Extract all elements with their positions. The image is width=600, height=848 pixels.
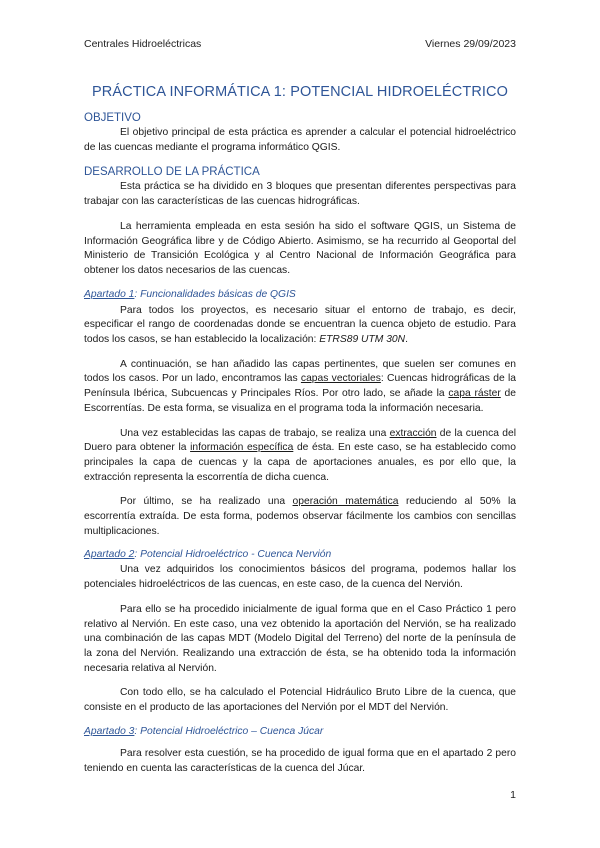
heading-desarrollo: DESARROLLO DE LA PRÁCTICA xyxy=(84,166,260,179)
paragraph-apartado-2-3: Con todo ello, se ha calculado el Potencial Hidráulico Bruto Libre de la cuenca, que consiste en el producto de las aportaciones del Nervión por el MDT del Nervión. xyxy=(84,687,516,714)
header-date: Viernes 29/09/2023 xyxy=(425,38,516,50)
apartado-1-title: : Funcionalidades básicas de QGIS xyxy=(134,288,296,300)
apartado-3-title: : Potencial Hidroeléctrico – Cuenca Júcar xyxy=(134,725,324,737)
document-title: PRÁCTICA INFORMÁTICA 1: POTENCIAL HIDROELÉCTRICO xyxy=(92,84,508,100)
subheading-apartado-2 xyxy=(84,547,516,562)
text-run: de ésta. En este caso, se ha establecido como principales la capa de cuencas y la capa de aportaciones anuales, es por ello que, la extracción representa la escorrentía de dicha cuenca. xyxy=(84,442,516,483)
paragraph-apartado-2-1: Una vez adquiridos los conocimientos básicos del programa, podemos hallar los potenciales hidroeléctricos de las cuencas, en este caso, de la cuenca del Nervión. xyxy=(84,564,516,591)
page-number: 1 xyxy=(510,789,516,801)
apartado-2-title: : Potencial Hidroeléctrico - Cuenca Nervión xyxy=(134,549,332,561)
heading-objetivo: OBJETIVO xyxy=(84,112,141,124)
text-run: Para todos los proyectos, es necesario situar el entorno de trabajo, es decir, especificar el rango de coordenadas donde se encuentran la cuenca objeto de estudio. Para todos los casos, se han establecido la localización: xyxy=(84,304,516,346)
subheading-apartado-1 xyxy=(84,287,516,302)
coordinate-system: ETRS89 UTM 30N xyxy=(319,334,406,346)
paragraph-objetivo: El objetivo principal de esta práctica es aprender a calcular el potencial hidroeléctrico de las cuencas mediante el programa informático QGIS. xyxy=(84,127,516,153)
paragraph-desarrollo-1: Esta práctica se ha dividido en 3 bloques que presentan diferentes perspectivas para trabajar con las características de las cuencas hidrográficas. xyxy=(84,181,516,208)
text-run: reduciendo al 50% la escorrentía extraída. De esta forma, podemos observar fácilmente los cambios con sencillas multiplicaciones. xyxy=(84,496,516,537)
paragraph-apartado-3-1: Para resolver esta cuestión, se ha procedido de igual forma que en el apartado 2 pero teniendo en cuenta las características de la cuenca del Júcar. xyxy=(84,747,516,774)
apartado-2-label: Apartado 2 xyxy=(84,549,135,561)
apartado-1-label: Apartado 1 xyxy=(84,288,135,300)
text-run: de la cuenca del Duero para obtener la xyxy=(84,427,517,454)
paragraph-apartado-2-2: Para ello se ha procedido inicialmente de igual forma que en el Caso Práctico 1 pero relativo al Nervión. En este caso, una vez obtenido la aportación del Nervión, se ha realizado una combinación de las capas MDT (Modelo Digital del Terreno) del norte de la península de la zona del Nervión. Realizando una extracción de ésta, se ha obtenido toda la información necesaria relativa al Nervión. xyxy=(84,603,516,674)
text-run: A continuación, se han añadido las capas pertinentes, que suelen ser comunes en todos los casos. Por un lado, encontramos las xyxy=(84,358,516,385)
paragraph-apartado-1-2 xyxy=(84,358,516,417)
paragraph-apartado-1-3 xyxy=(84,427,516,486)
term-informacion-especifica: información específica xyxy=(190,442,294,454)
subheading-apartado-3 xyxy=(84,724,516,739)
term-capas-vectoriales: capas vectoriales xyxy=(300,373,381,385)
text-run: Una vez establecidas las capas de trabajo, se realiza una xyxy=(120,427,390,439)
page-header xyxy=(84,38,516,50)
text-run: : Cuencas hidrográficas de la Península Ibérica, Subcuencas y Principales Ríos. Por otro lado, se añade la xyxy=(84,373,516,400)
paragraph-apartado-1-4 xyxy=(84,495,516,539)
term-extraccion: extracción xyxy=(389,427,437,439)
text-run: de Escorrentías. De esta forma, se visualiza en el programa toda la información necesaria. xyxy=(84,388,516,414)
term-operacion-matematica: operación matemática xyxy=(292,496,399,508)
paragraph-desarrollo-2: La herramienta empleada en esta sesión ha sido el software QGIS, un Sistema de Información Geográfica libre y de Código Abierto. Asimismo, se ha recurrido al Geoportal del Ministerio de Transición Ecológica y al Centro Nacional de Información Geográfica para obtener los datos necesarios de las cuencas. xyxy=(84,220,516,276)
document-body xyxy=(84,111,516,776)
apartado-3-label: Apartado 3 xyxy=(84,725,135,737)
header-left: Centrales Hidroeléctricas xyxy=(84,38,202,50)
paragraph-apartado-1-1 xyxy=(84,304,516,348)
term-capa-raster: capa ráster xyxy=(448,388,501,400)
text-run: . xyxy=(405,334,408,346)
text-run: Por último, se ha realizado una xyxy=(120,496,293,508)
